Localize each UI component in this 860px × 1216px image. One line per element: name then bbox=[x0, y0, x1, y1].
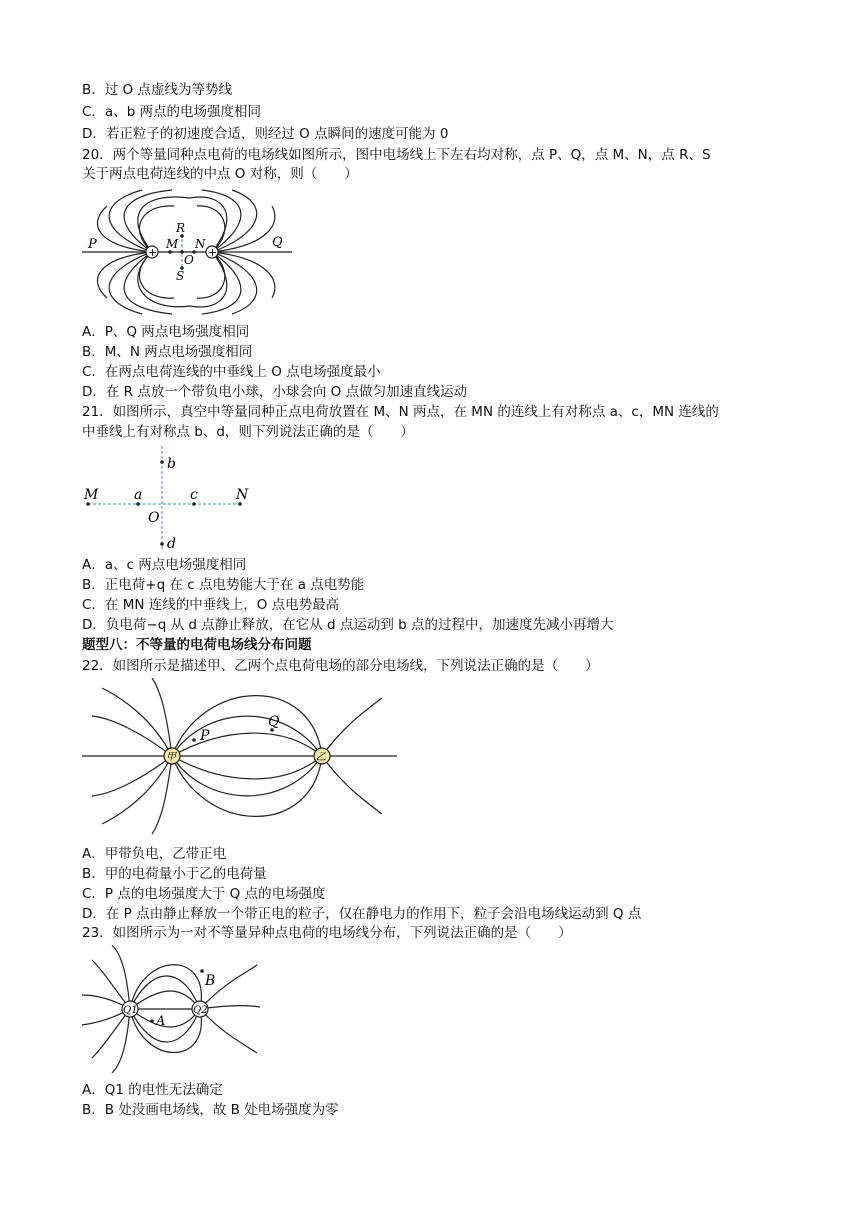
q20-field-line-figure bbox=[82, 184, 302, 322]
label-p: P bbox=[88, 237, 97, 252]
label-r: R bbox=[176, 221, 186, 235]
label-p: P bbox=[200, 728, 210, 744]
q22-field-line-figure bbox=[82, 678, 402, 844]
label-m: M bbox=[166, 237, 179, 251]
q21-stem-line2: 中垂线上有对称点 b、d，则下列说法正确的是（ ） bbox=[82, 424, 414, 440]
q22-stem: 22．如图所示是描述甲、乙两个点电荷电场的部分电场线，下列说法正确的是（ ） bbox=[82, 658, 599, 674]
right-charge-sign: + bbox=[208, 246, 218, 259]
q20-stem-line2: 关于两点电荷连线的中点 O 对称，则（ ） bbox=[82, 166, 358, 182]
label-o: O bbox=[148, 510, 160, 526]
left-charge-sign: + bbox=[148, 246, 158, 259]
q21-stem-line1: 21．如图所示，真空中等量同种正点电荷放置在 M、N 两点，在 MN 的连线上有对称点 a、c，MN 连线的 bbox=[82, 404, 719, 420]
label-q2: Q2 bbox=[193, 1005, 208, 1016]
label-s: S bbox=[176, 269, 185, 283]
q23-field-line-figure bbox=[82, 945, 262, 1075]
label-b: b bbox=[167, 456, 176, 472]
q23-option-b: B．B 处没画电场线，故 B 处电场强度为零 bbox=[82, 1102, 339, 1118]
q21-option-a: A．a、c 两点电场强度相同 bbox=[82, 557, 247, 573]
label-b: B bbox=[205, 973, 216, 989]
q23-option-a: A．Q1 的电性无法确定 bbox=[82, 1082, 223, 1098]
label-q: Q bbox=[268, 714, 280, 730]
q20-option-c: C．在两点电荷连线的中垂线上 O 点电场强度最小 bbox=[82, 364, 381, 380]
q22-option-b: B．甲的电荷量小于乙的电荷量 bbox=[82, 866, 267, 882]
label-o: O bbox=[184, 253, 194, 267]
section-heading: 题型八：不等量的电荷电场线分布问题 bbox=[82, 637, 312, 653]
q23-stem: 23．如图所示为一对不等量异种点电荷的电场线分布，下列说法正确的是（ ） bbox=[82, 925, 572, 941]
label-a: A bbox=[156, 1014, 166, 1029]
label-q1: Q1 bbox=[123, 1005, 138, 1016]
label-n: N bbox=[236, 487, 249, 503]
q21-charge-diagram bbox=[82, 444, 262, 556]
label-n: N bbox=[195, 237, 206, 251]
q22-option-a: A．甲带负电，乙带正电 bbox=[82, 846, 227, 862]
q21-option-b: B．正电荷+q 在 c 点电势能大于在 a 点电势能 bbox=[82, 577, 365, 593]
label-jia: 甲 bbox=[166, 752, 176, 763]
q22-option-d: D．在 P 点由静止释放一个带正电的粒子，仅在静电力的作用下，粒子会沿电场线运动到 Q 点 bbox=[82, 906, 642, 922]
q19-option-b: B．过 O 点虚线为等势线 bbox=[82, 82, 232, 98]
q20-option-b: B．M、N 两点电场强度相同 bbox=[82, 344, 253, 360]
label-c: c bbox=[190, 487, 198, 503]
label-yi: 乙 bbox=[316, 752, 326, 763]
q19-option-c: C．a、b 两点的电场强度相同 bbox=[82, 104, 262, 120]
label-d: d bbox=[167, 536, 176, 552]
label-q: Q bbox=[272, 235, 283, 250]
label-m: M bbox=[84, 487, 99, 503]
q20-stem-line1: 20．两个等量同种点电荷的电场线如图所示，图中电场线上下左右均对称，点 P、Q，点 M、N，点 R、S bbox=[82, 147, 711, 163]
q22-option-c: C．P 点的电场强度大于 Q 点的电场强度 bbox=[82, 886, 326, 902]
q21-option-d: D．负电荷−q 从 d 点静止释放，在它从 d 点运动到 b 点的过程中，加速度先减小再增大 bbox=[82, 617, 614, 633]
q20-option-d: D．在 R 点放一个带负电小球，小球会向 O 点做匀加速直线运动 bbox=[82, 384, 468, 400]
q20-option-a: A．P、Q 两点电场强度相同 bbox=[82, 324, 250, 340]
q21-option-c: C．在 MN 连线的中垂线上，O 点电势最高 bbox=[82, 597, 340, 613]
q19-option-d: D．若正粒子的初速度合适，则经过 O 点瞬间的速度可能为 0 bbox=[82, 126, 449, 142]
label-a: a bbox=[134, 487, 143, 503]
